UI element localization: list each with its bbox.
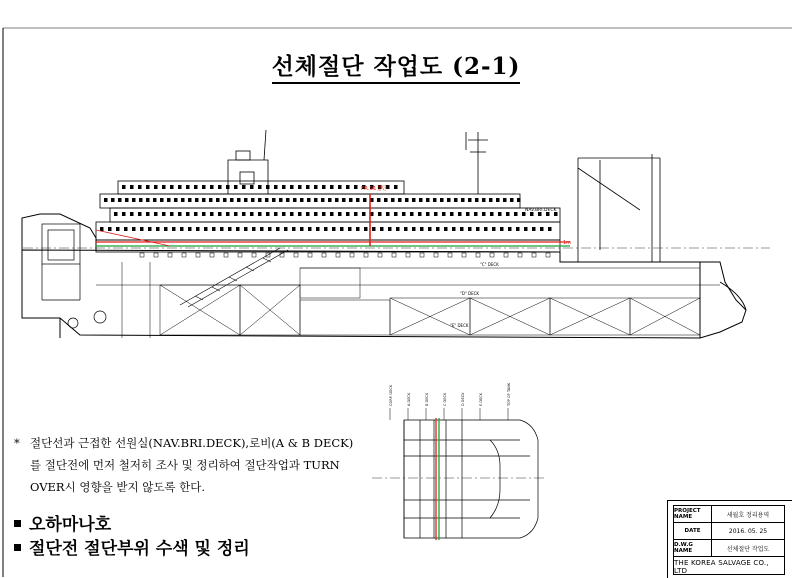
window [349, 198, 353, 202]
fr91-label: FR.91절단 [361, 186, 388, 192]
window [216, 198, 220, 202]
window [178, 212, 182, 216]
bullet-square-icon [14, 520, 21, 527]
window [426, 212, 430, 216]
window [500, 227, 504, 231]
window [482, 212, 486, 216]
porthole [182, 253, 186, 257]
porthole [238, 253, 242, 257]
window [335, 198, 339, 202]
window [154, 212, 158, 216]
bullet-square-icon [14, 544, 21, 551]
window [372, 227, 376, 231]
porthole [420, 253, 424, 257]
porthole [252, 253, 256, 257]
window [292, 227, 296, 231]
window [338, 212, 342, 216]
date-label: DATE [674, 523, 712, 539]
window [140, 227, 144, 231]
window [298, 185, 302, 189]
window [342, 198, 346, 202]
window [307, 198, 311, 202]
window [290, 212, 294, 216]
window [510, 198, 514, 202]
porthole [322, 253, 326, 257]
right-tag-label: 1m [563, 240, 572, 246]
window [265, 198, 269, 202]
window [100, 227, 104, 231]
window [108, 227, 112, 231]
window [132, 227, 136, 231]
window [172, 227, 176, 231]
porthole [504, 253, 508, 257]
window [489, 198, 493, 202]
window [160, 198, 164, 202]
window [498, 212, 502, 216]
window [194, 185, 198, 189]
window [186, 212, 190, 216]
window [492, 227, 496, 231]
window [258, 212, 262, 216]
window [111, 198, 115, 202]
company-name: THE KOREA SALVAGE CO., LTD [674, 558, 769, 575]
window [490, 212, 494, 216]
window [237, 198, 241, 202]
window [286, 198, 290, 202]
porthole [532, 253, 536, 257]
window [226, 212, 230, 216]
window [475, 198, 479, 202]
window [436, 227, 440, 231]
window [516, 227, 520, 231]
window [388, 227, 392, 231]
window [260, 227, 264, 231]
date-row [674, 523, 784, 540]
porthole [406, 253, 410, 257]
dwg-label: D.W.G NAME [674, 540, 712, 556]
window [420, 227, 424, 231]
section-header-0: CORP. DECK [389, 384, 393, 406]
note-text: 절단선과 근접한 선원실(NAV.BRI.DECK),로비(A & B DECK)를 절단전에 먼저 철저히 조사 및 정리하여 절단작업과 TURN OVER시 영향을 받지 않도록 한다. [30, 436, 354, 494]
window [468, 227, 472, 231]
window [338, 185, 342, 189]
porthole [546, 253, 550, 257]
window [532, 227, 536, 231]
window [218, 212, 222, 216]
c-deck-label: "C" DECK [480, 262, 499, 267]
window [458, 212, 462, 216]
window [396, 227, 400, 231]
window [242, 212, 246, 216]
window [426, 198, 430, 202]
window [450, 212, 454, 216]
window [282, 185, 286, 189]
window [212, 227, 216, 231]
window [153, 198, 157, 202]
window [548, 227, 552, 231]
window [186, 185, 190, 189]
window [461, 198, 465, 202]
window [258, 185, 262, 189]
window [220, 227, 224, 231]
window [250, 212, 254, 216]
window [244, 198, 248, 202]
window [362, 212, 366, 216]
window [226, 185, 230, 189]
window [146, 185, 150, 189]
section-header-6: TOP OF TANK [507, 382, 511, 406]
window [124, 227, 128, 231]
window [181, 198, 185, 202]
window [180, 227, 184, 231]
window [440, 198, 444, 202]
window [330, 212, 334, 216]
window [316, 227, 320, 231]
window [410, 212, 414, 216]
window [484, 227, 488, 231]
window [162, 185, 166, 189]
window [170, 212, 174, 216]
window [378, 212, 382, 216]
window [146, 212, 150, 216]
window [405, 198, 409, 202]
window [354, 185, 358, 189]
porthole [392, 253, 396, 257]
section-header-2: B DECK [425, 392, 429, 406]
window [178, 185, 182, 189]
window [162, 212, 166, 216]
superstructure [96, 130, 560, 252]
window [202, 198, 206, 202]
window [167, 198, 171, 202]
hull [22, 214, 746, 338]
window [384, 198, 388, 202]
window [354, 212, 358, 216]
window [506, 212, 510, 216]
window [340, 227, 344, 231]
window [330, 185, 334, 189]
window [279, 198, 283, 202]
window [314, 198, 318, 202]
porthole [378, 253, 382, 257]
bow-crane [578, 154, 660, 262]
window [104, 198, 108, 202]
project-row [674, 506, 784, 523]
window [196, 227, 200, 231]
page-title: 선체절단 작업도 (2-1) [0, 48, 792, 81]
window [188, 198, 192, 202]
window [250, 185, 254, 189]
window [314, 212, 318, 216]
window [204, 227, 208, 231]
window [363, 198, 367, 202]
section-view [372, 420, 545, 538]
window [460, 227, 464, 231]
window [346, 185, 350, 189]
window [444, 227, 448, 231]
window [282, 212, 286, 216]
window [230, 198, 234, 202]
window [332, 227, 336, 231]
window [138, 212, 142, 216]
porthole [196, 253, 200, 257]
porthole [154, 253, 158, 257]
window [209, 198, 213, 202]
window [433, 198, 437, 202]
window [276, 227, 280, 231]
window [130, 212, 134, 216]
window [118, 198, 122, 202]
window [540, 227, 544, 231]
window [514, 212, 518, 216]
dwg-value: 선체절단 작업도 [726, 545, 770, 553]
window [290, 185, 294, 189]
window [412, 227, 416, 231]
window [524, 227, 528, 231]
porthole [140, 253, 144, 257]
porthole [350, 253, 354, 257]
window [300, 227, 304, 231]
window [322, 212, 326, 216]
window [356, 198, 360, 202]
window [308, 227, 312, 231]
window [116, 227, 120, 231]
window [266, 212, 270, 216]
window [284, 227, 288, 231]
window [306, 185, 310, 189]
e-deck-label: "E" DECK [450, 323, 469, 328]
window [223, 198, 227, 202]
porthole [168, 253, 172, 257]
porthole [364, 253, 368, 257]
window [328, 198, 332, 202]
window [434, 212, 438, 216]
window [324, 227, 328, 231]
window [322, 185, 326, 189]
window [503, 198, 507, 202]
porthole [434, 253, 438, 257]
window [130, 185, 134, 189]
porthole [294, 253, 298, 257]
window [402, 212, 406, 216]
window [114, 212, 118, 216]
window [394, 212, 398, 216]
window [274, 185, 278, 189]
window [496, 198, 500, 202]
window [122, 185, 126, 189]
porthole [210, 253, 214, 257]
window [251, 198, 255, 202]
window [252, 227, 256, 231]
window [306, 212, 310, 216]
window [428, 227, 432, 231]
window [268, 227, 272, 231]
window [321, 198, 325, 202]
window [210, 185, 214, 189]
compartments [96, 262, 720, 338]
window [228, 227, 232, 231]
window [468, 198, 472, 202]
window [386, 212, 390, 216]
window [412, 198, 416, 202]
window [195, 198, 199, 202]
window [125, 198, 129, 202]
porthole [518, 253, 522, 257]
window [418, 212, 422, 216]
window [377, 198, 381, 202]
window [164, 227, 168, 231]
porthole [308, 253, 312, 257]
porthole [462, 253, 466, 257]
window [474, 212, 478, 216]
window [452, 227, 456, 231]
window [188, 227, 192, 231]
bullet-vessel: 오하마나호 [14, 510, 111, 535]
window [218, 185, 222, 189]
window [234, 212, 238, 216]
window [146, 198, 150, 202]
porthole [490, 253, 494, 257]
window [139, 198, 143, 202]
section-header-ticks [390, 408, 508, 420]
note-block [14, 432, 364, 498]
section-header-labels [389, 382, 511, 407]
window [404, 227, 408, 231]
window [234, 185, 238, 189]
window [274, 212, 278, 216]
window [419, 198, 423, 202]
porthole [476, 253, 480, 257]
porthole [336, 253, 340, 257]
section-header-5: E DECK [479, 393, 483, 406]
window [194, 212, 198, 216]
project-value: 세월호 정리용역 [726, 511, 770, 519]
window [236, 227, 240, 231]
section-cut-lines [436, 418, 439, 540]
title-block [673, 505, 785, 575]
window [148, 227, 152, 231]
window [202, 212, 206, 216]
window [454, 198, 458, 202]
porthole [224, 253, 228, 257]
window [266, 185, 270, 189]
window [447, 198, 451, 202]
window [170, 185, 174, 189]
project-label: PROJECT NAME [674, 506, 712, 522]
note-marker: * [14, 436, 20, 450]
window [154, 185, 158, 189]
window [466, 212, 470, 216]
window [210, 212, 214, 216]
window [348, 227, 352, 231]
section-header-1: A DECK [407, 392, 411, 406]
window [442, 212, 446, 216]
window [476, 227, 480, 231]
d-deck-label: "D" DECK [460, 291, 480, 296]
window [132, 198, 136, 202]
window [517, 198, 521, 202]
window [508, 227, 512, 231]
window [314, 185, 318, 189]
section-header-4: D DECK [461, 392, 465, 406]
window [482, 198, 486, 202]
bullet-task: 절단전 절단부위 수색 및 정리 [14, 534, 250, 559]
window [122, 212, 126, 216]
window [394, 185, 398, 189]
window [138, 185, 142, 189]
window [380, 227, 384, 231]
date-value: 2016. 05. 25 [728, 527, 768, 535]
window [202, 185, 206, 189]
porthole [448, 253, 452, 257]
window [300, 198, 304, 202]
window [272, 198, 276, 202]
window [244, 227, 248, 231]
window [242, 185, 246, 189]
window [364, 227, 368, 231]
window [298, 212, 302, 216]
window [391, 198, 395, 202]
window [174, 198, 178, 202]
window [293, 198, 297, 202]
dwg-row [674, 540, 784, 557]
window [156, 227, 160, 231]
window [356, 227, 360, 231]
window [258, 198, 262, 202]
window [398, 198, 402, 202]
section-header-3: C DECK [443, 392, 447, 406]
nav-deck-label: NAV.BRI.DECK [525, 208, 557, 213]
window [346, 212, 350, 216]
